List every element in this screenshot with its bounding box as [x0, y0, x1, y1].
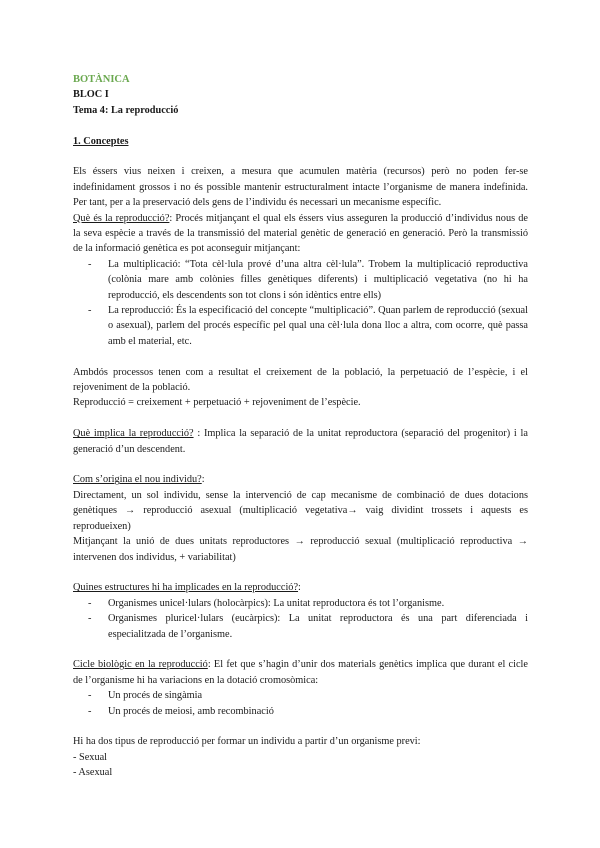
q3-question: Com s’origina el nou individu? [73, 474, 202, 486]
q1-list [73, 257, 528, 349]
q4-heading: Quines estructures hi ha implicades en la reproducció?: [73, 582, 301, 594]
subject-title: BOTÀNICA [73, 74, 130, 85]
types-item-asexual: - Asexual [73, 767, 113, 779]
q3-paragraph-2: Mitjançant la unió de dues unitats reproductores → reproducció sexual (multiplicació reproductiva → intervenen dos individus, + variabilitat) [73, 536, 528, 563]
q3-heading: Com s’origina el nou individu?: [73, 474, 205, 486]
intro-paragraph: Els éssers vius neixen i creixen, a mesura que acumulen matèria (recursos) però no poden fer-se indefinidament grossos i no és possible mantenir estructuralment intacte l’organisme de manera indefinida. Per tant, per a la preservació dels gens de l’individu és necessari un mecanisme específic. [73, 166, 528, 209]
list-item: - Un procés de meiosi, amb recombinació [88, 705, 274, 717]
types-item-sexual: - Sexual [73, 751, 108, 763]
q1-answer: : Procés mitjançant el qual els éssers vius asseguren la producció d’individus nous de la seva espècie a través de la transmissió del material genètic de generació en generació. Però la transmissió de la informació genètica es pot aconseguir mitjançant: [73, 212, 528, 255]
list-item: - Organismes unicel·lulars (holocàrpics): La unitat reproductora és tot l’organisme. [88, 597, 445, 609]
list-item: - La reproducció: És la especificació del concepte “multiplicació”. Quan parlem de reproducció (sexual o asexual), parlem del procés específic pel qual una cèl·lula dona lloc a altra, com ocorre, què passa amb el material, etc. [88, 305, 528, 347]
list-item: - Organismes pluricel·lulars (eucàrpics): La unitat reproductora és una part diferenciada i especialitzada de l’organisme. [88, 613, 528, 640]
q1-paragraph [73, 211, 528, 257]
theme-title: Tema 4: La reproducció [73, 104, 179, 116]
both-paragraph: Ambdós processos tenen com a resultat el creixement de la població, la perpetuació de l’espècie, i el rejoveniment de la població. [73, 366, 528, 394]
list-item: - La multiplicació: “Tota cèl·lula prové d’una altra cèl·lula”. Trobem la multiplicació reproductiva (colònia mare amb colònies filles genètiques diferents) i multiplicació vegetativa (no hi ha reproducció, els descendents son tot clons i són idèntics entre ells) [88, 258, 528, 301]
q5-paragraph [73, 657, 528, 688]
q2-paragraph [73, 426, 528, 457]
types-intro: Hi ha dos tipus de reproducció per formar un individu a partir d’un organisme previ: [73, 736, 421, 748]
q1-question: Què és la reproducció? [73, 212, 170, 224]
q3-paragraph-1: Directament, un sol individu, sense la intervenció de cap mecanisme de combinació de dues dotacions genètiques → reproducció asexual (multiplicació vegetativa→ vaig dividint trossets i aquests es reprodueixen) [73, 489, 528, 532]
q5-question: Cicle biològic en la reproducció [73, 659, 208, 671]
q2-answer: : Implica la separació de la unitat reproductora (separació del progenitor) i la generació d’un descendent. [73, 428, 528, 455]
list-item: - Un procés de singàmia [88, 690, 203, 702]
q5-answer: : El fet que s’hagin d’unir dos materials genètics implica que durant el cicle de l’organisme hi ha variacions en la dotació cromosòmica: [73, 659, 528, 686]
q2-question: Què implica la reproducció? [73, 428, 194, 440]
q4-question: Quines estructures hi ha implicades en la reproducció? [73, 582, 299, 594]
section-heading: 1. Conceptes [73, 135, 129, 147]
block-title: BLOC I [73, 89, 109, 101]
q4-list [73, 596, 528, 642]
formula: Reproducció = creixement + perpetuació + rejoveniment de l’espècie. [73, 397, 361, 409]
q5-list [73, 688, 528, 719]
